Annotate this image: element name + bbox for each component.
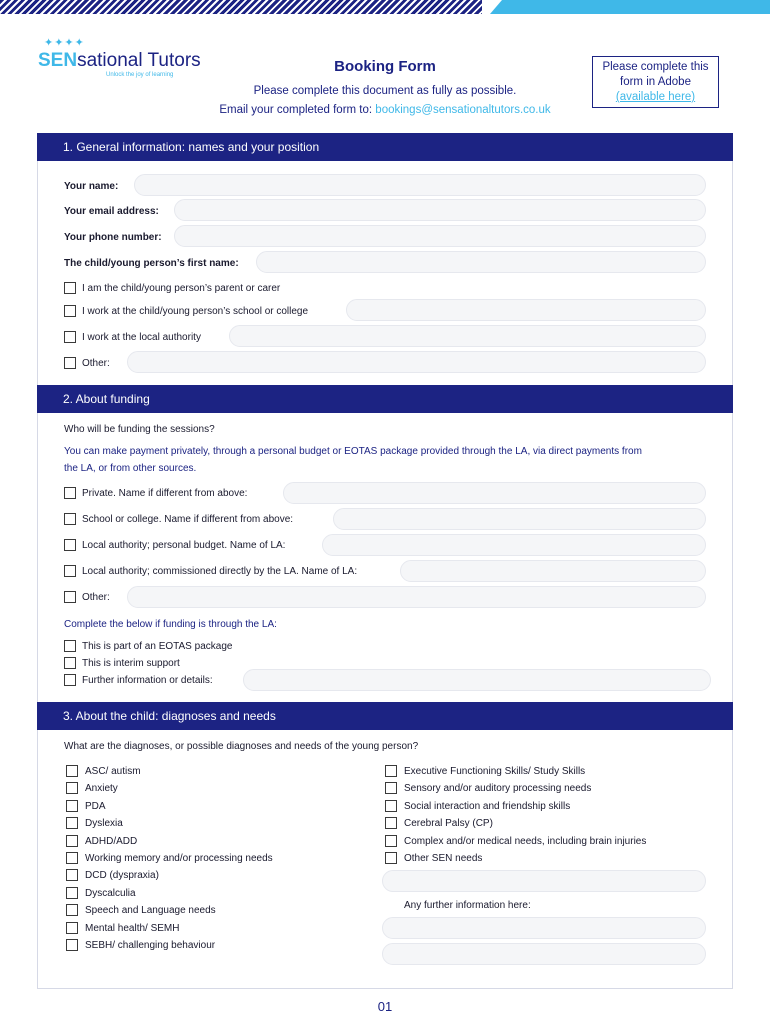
other-funding-label: Other: [82,592,110,603]
la-budget-label: Local authority; personal budget. Name of LA: [82,540,286,551]
eotas-label: This is part of an EOTAS package [82,641,233,652]
need-left-checkbox[interactable] [66,869,78,881]
other-position-checkbox[interactable] [64,357,76,369]
private-funding-field[interactable] [283,482,706,504]
need-left-checkbox[interactable] [66,800,78,812]
logo-tagline: Unlock the joy of learning [106,72,174,78]
need-left-checkbox[interactable] [66,765,78,777]
section-3-heading: 3. About the child: diagnoses and needs [37,702,733,730]
section-2-heading: 2. About funding [37,385,733,413]
la-staff-field[interactable] [229,325,706,347]
cyan-band [490,0,770,14]
other-funding-checkbox[interactable] [64,591,76,603]
need-left-checkbox[interactable] [66,939,78,951]
needs-question: What are the diagnoses, or possible diagnoses and needs of the young person? [64,741,419,752]
need-left-checkbox[interactable] [66,904,78,916]
further-info-checkbox[interactable] [64,674,76,686]
need-left-label: ASC/ autism [85,766,141,777]
other-position-label: Other: [82,358,110,369]
navy-stripe-band [0,0,482,14]
sensational-tutors-logo [38,36,213,84]
further-info-needs-field-2[interactable] [382,943,706,965]
la-budget-checkbox[interactable] [64,539,76,551]
funding-question: Who will be funding the sessions? [64,424,215,435]
your-name-field[interactable] [134,174,706,196]
private-funding-label: Private. Name if different from above: [82,488,248,499]
parent-checkbox[interactable] [64,282,76,294]
need-right-label: Social interaction and friendship skills [404,800,571,812]
your-email-field[interactable] [174,199,706,221]
need-right-label: Complex and/or medical needs, including brain injuries [404,835,647,847]
private-funding-checkbox[interactable] [64,487,76,499]
need-left-checkbox[interactable] [66,887,78,899]
need-right-label: Cerebral Palsy (CP) [404,818,493,830]
parent-option-label: I am the child/young person’s parent or carer [82,283,281,294]
need-left-label: Dyscalculia [85,887,136,899]
need-left-label: Working memory and/or processing needs [85,853,273,864]
la-budget-field[interactable] [322,534,706,556]
need-left-checkbox[interactable] [66,817,78,829]
adobe-notice-box: Please complete this form in Adobe (available here) [592,56,719,108]
further-info-needs-field-1[interactable] [382,917,706,939]
logo-stars-icon: ✦✦✦✦ [44,37,85,49]
your-email-label: Your email address: [64,206,159,217]
need-right-checkbox[interactable] [385,817,397,829]
child-name-label: The child/young person’s first name: [64,258,239,269]
instructions-text: Please complete this document as fully as possible. [253,85,517,97]
logo-wordmark: SENsational Tutors [38,50,201,71]
further-info-field[interactable] [243,669,711,691]
la-funding-heading: Complete the below if funding is through the LA: [64,619,277,630]
need-right-checkbox[interactable] [385,800,397,812]
school-funding-checkbox[interactable] [64,513,76,525]
school-staff-field[interactable] [346,299,706,321]
child-name-field[interactable] [256,251,706,273]
other-position-field[interactable] [127,351,706,373]
need-left-label: Anxiety [85,783,118,795]
email-link[interactable]: bookings@sensationaltutors.co.uk [375,104,551,116]
your-phone-label: Your phone number: [64,232,162,243]
further-info-label: Further information or details: [82,675,213,686]
need-right-label: Sensory and/or auditory processing needs [404,783,592,795]
further-info-needs-label: Any further information here: [404,900,531,911]
your-phone-field[interactable] [174,225,706,247]
page-title: Booking Form [334,58,436,75]
need-left-label: Speech and Language needs [85,905,216,917]
school-staff-option-label: I work at the child/young person’s school or college [82,306,309,317]
need-left-checkbox[interactable] [66,782,78,794]
top-decorative-band [0,0,770,14]
need-left-label: PDA [85,800,106,812]
funding-note-line2: the LA, or from other sources. [64,463,197,474]
your-name-label: Your name: [64,181,119,192]
la-commissioned-checkbox[interactable] [64,565,76,577]
need-left-checkbox[interactable] [66,922,78,934]
adobe-link[interactable]: (available here) [615,91,696,103]
school-staff-checkbox[interactable] [64,305,76,317]
need-left-label: DCD (dyspraxia) [85,870,159,882]
la-staff-checkbox[interactable] [64,331,76,343]
la-commissioned-label: Local authority; commissioned directly by the LA. Name of LA: [82,566,358,577]
other-funding-field[interactable] [127,586,706,608]
funding-note-line1: You can make payment privately, through a personal budget or EOTAS package provided through the LA, via direct payments from [64,446,642,457]
need-left-checkbox[interactable] [66,835,78,847]
other-sen-field[interactable] [382,870,706,892]
need-left-checkbox[interactable] [66,852,78,864]
need-right-checkbox[interactable] [385,835,397,847]
need-left-label: Dyslexia [85,818,123,830]
school-funding-field[interactable] [333,508,706,530]
eotas-checkbox[interactable] [64,640,76,652]
email-instructions: Email your completed form to: bookings@sensationaltutors.co.uk [219,104,551,116]
need-left-label: Mental health/ SEMH [85,922,180,934]
interim-support-checkbox[interactable] [64,657,76,669]
need-right-label: Other SEN needs [404,853,483,864]
need-right-checkbox[interactable] [385,782,397,794]
la-commissioned-field[interactable] [400,560,706,582]
section-1-heading: 1. General information: names and your position [37,133,733,161]
la-staff-option-label: I work at the local authority [82,332,201,343]
need-right-checkbox[interactable] [385,765,397,777]
interim-support-label: This is interim support [82,658,180,669]
need-right-label: Executive Functioning Skills/ Study Skills [404,766,586,777]
need-left-label: SEBH/ challenging behaviour [85,940,216,951]
page-number: 01 [377,999,393,1014]
need-left-label: ADHD/ADD [85,835,138,847]
school-funding-label: School or college. Name if different from above: [82,514,294,525]
need-right-checkbox[interactable] [385,852,397,864]
